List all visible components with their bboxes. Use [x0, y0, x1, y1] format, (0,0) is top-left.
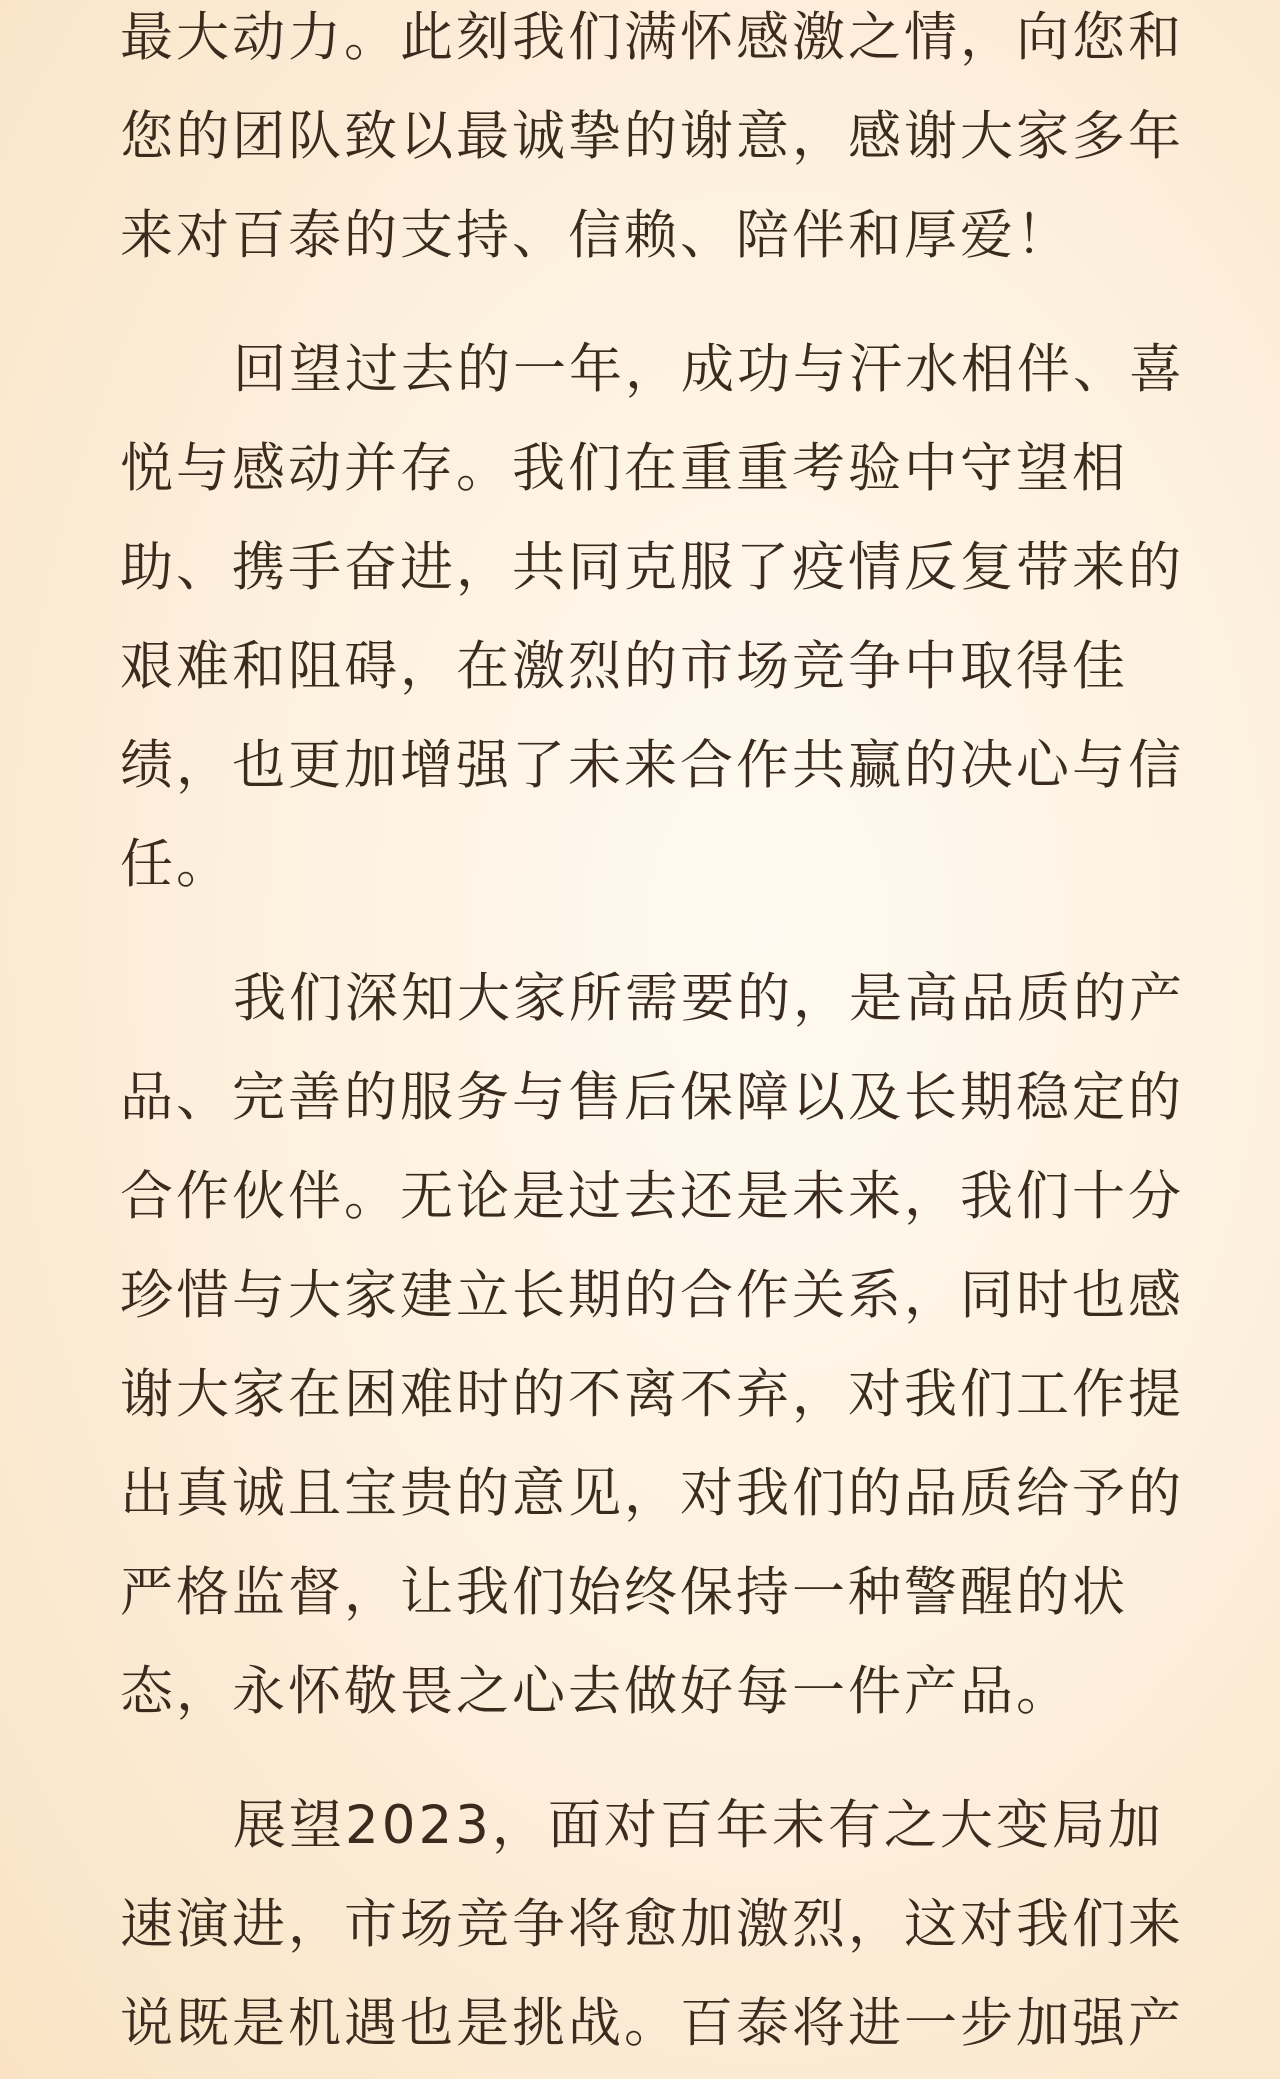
paragraph-3-line: 谢大家在困难时的不离不弃，对我们工作提 — [120, 1364, 1184, 1425]
letter-body — [120, 0, 1185, 2073]
paragraph-3-line: 出真诚且宝贵的意见，对我们的品质给予的 — [120, 1463, 1184, 1524]
paragraph-1 — [120, 0, 1184, 285]
paragraph-3-line: 态，永怀敬畏之心去做好每一件产品。 — [120, 1661, 1072, 1722]
paragraph-2-line: 艰难和阻碍，在激烈的市场竞争中取得佳 — [120, 636, 1128, 697]
paragraph-4-line: 速演进，市场竞争将愈加激烈，这对我们来 — [120, 1894, 1184, 1955]
paragraph-2-line: 绩，也更加增强了未来合作共赢的决心与信 — [120, 735, 1184, 796]
paragraph-2-line: 回望过去的一年，成功与汗水相伴、喜 — [233, 339, 1185, 400]
paragraph-3 — [120, 949, 1185, 1741]
paragraph-4 — [120, 1776, 1184, 2073]
paragraph-1-line: 您的团队致以最诚挚的谢意，感谢大家多年 — [120, 106, 1184, 167]
paragraph-2 — [120, 320, 1185, 914]
paragraph-4-line: 展望2023，面对百年未有之大变局加 — [233, 1795, 1164, 1856]
paragraph-3-line: 合作伙伴。无论是过去还是未来，我们十分 — [120, 1166, 1184, 1227]
paragraph-3-line: 珍惜与大家建立长期的合作关系，同时也感 — [120, 1265, 1184, 1326]
paragraph-2-line: 悦与感动并存。我们在重重考验中守望相 — [120, 438, 1128, 499]
paragraph-3-line: 品、完善的服务与售后保障以及长期稳定的 — [120, 1067, 1184, 1128]
paragraph-2-line: 助、携手奋进，共同克服了疫情反复带来的 — [120, 537, 1184, 598]
paragraph-3-line: 严格监督，让我们始终保持一种警醒的状 — [120, 1562, 1128, 1623]
paragraph-4-line: 说既是机遇也是挑战。百泰将进一步加强产 — [120, 1993, 1184, 2054]
paragraph-1-line: 最大动力。此刻我们满怀感激之情，向您和 — [120, 7, 1184, 68]
paragraph-1-line: 来对百泰的支持、信赖、陪伴和厚爱！ — [120, 205, 1072, 266]
paragraph-2-line: 任。 — [120, 834, 232, 895]
paragraph-3-line: 我们深知大家所需要的，是高品质的产 — [233, 968, 1185, 1029]
